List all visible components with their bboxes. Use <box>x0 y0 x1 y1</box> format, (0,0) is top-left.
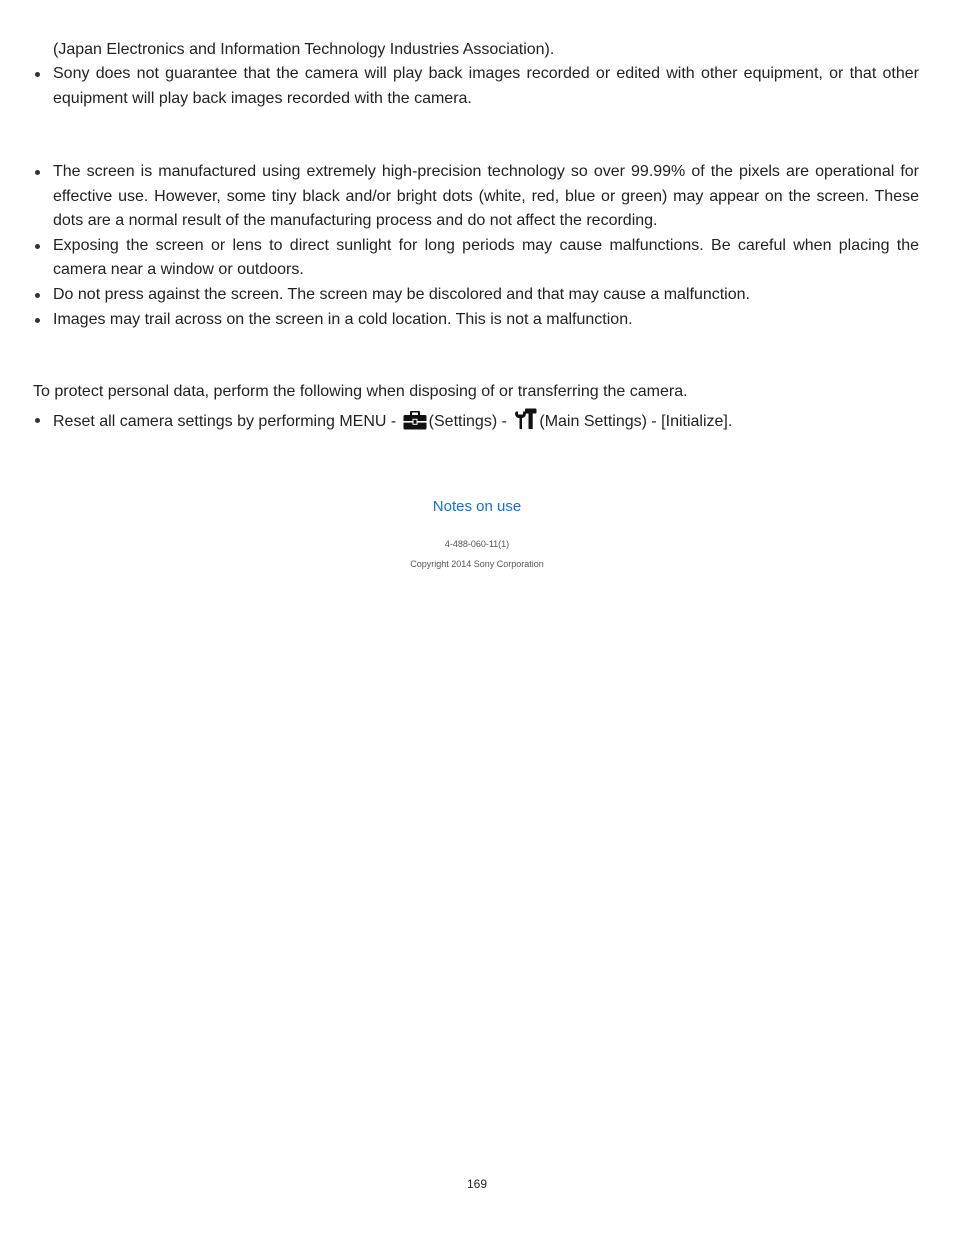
list-item: Images may trail across on the screen in a cold location. This is not a malfunction. <box>33 308 919 333</box>
personal-data-section <box>33 408 919 439</box>
copyright-notice: Copyright 2014 Sony Corporation <box>410 559 544 569</box>
page-number: 169 <box>466 1177 488 1191</box>
document-number: 4-488-060-11(1) <box>444 539 510 549</box>
list-item: Exposing the screen or lens to direct sunlight for long periods may cause malfunctions. Be careful when placing the camera near a window or outdoors. <box>33 234 919 283</box>
wrench-hammer-icon <box>513 408 537 439</box>
settings-label: (Settings) - <box>428 413 512 430</box>
list-item: Do not press against the screen. The screen may be discolored and that may cause a malfunction. <box>33 283 919 308</box>
screen-notes-section <box>33 160 919 332</box>
list-item: Sony does not guarantee that the camera will play back images recorded or edited with other equipment, or that other equipment will play back images recorded with the camera. <box>33 62 919 111</box>
personal-data-lead: To protect personal data, perform the following when disposing of or transferring the camera. <box>33 383 688 400</box>
list-item: The screen is manufactured using extremely high-precision technology so over 99.99% of the pixels are operational for effective use. However, some tiny black and/or bright dots (white, red, blue or green) may appear on the screen. These dots are a normal result of the manufacturing process and do not affect the recording. <box>33 160 919 234</box>
main-settings-label: (Main Settings) - [Initialize]. <box>539 413 733 430</box>
compatibility-section <box>33 62 919 111</box>
notes-on-use-link[interactable]: Notes on use <box>432 498 522 515</box>
reset-instruction-prefix: Reset all camera settings by performing MENU - <box>53 413 401 430</box>
list-item <box>33 408 919 439</box>
toolbox-icon <box>403 411 427 439</box>
intro-continuation: (Japan Electronics and Information Technology Industries Association). <box>53 41 555 58</box>
